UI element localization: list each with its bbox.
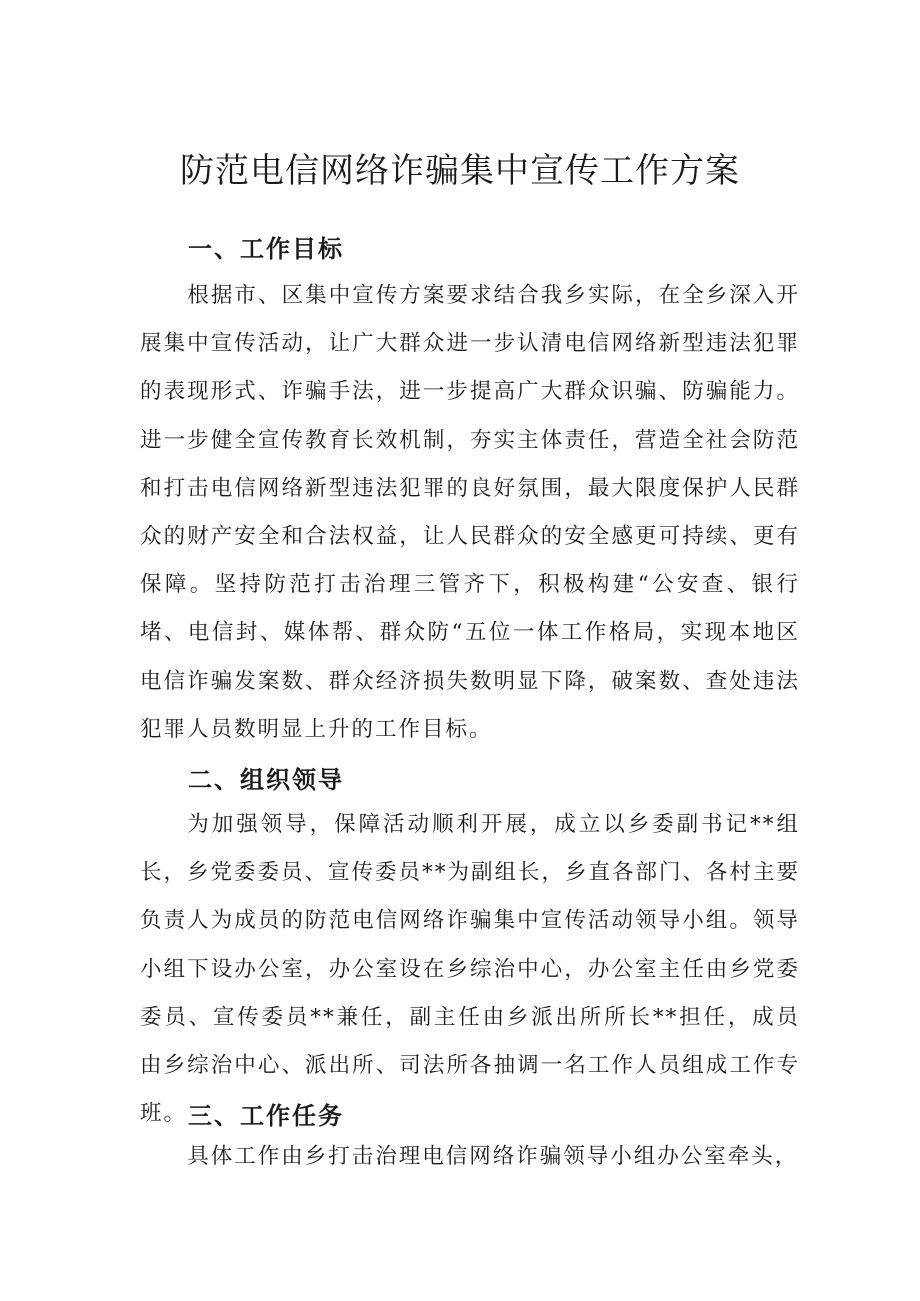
section-heading-organization: 二、组织领导 [188, 766, 344, 794]
section-body-work-goals: 根据市、区集中宣传方案要求结合我乡实际，在全乡深入开展集中宣传活动，让广大群众进一步认清电信网络新型违法犯罪的表现形式、诈骗手法，进一步提高广大群众识骗、防骗能力。进一步健全宣传教育长效机制，夯实主体责任，营造全社会防范和打击电信网络新型违法犯罪的良好氛围，最大限度保护人民群众的财产安全和合法权益，让人民群众的安全感更可持续、更有保障。坚持防范打击治理三管齐下，积极构建“公安查、银行堵、电信封、媒体帮、群众防“五位一体工作格局，实现本地区电信诈骗发案数、群众经济损失数明显下降，破案数、查处违法犯罪人员数明显上升的工作目标。 [140, 283, 800, 742]
section-heading-work-tasks: 三、工作任务 [188, 1102, 344, 1130]
section-body-work-tasks: 具体工作由乡打击治理电信网络诈骗领导小组办公室牵头， [187, 1144, 799, 1169]
section-heading-work-goals: 一、工作目标 [188, 235, 344, 263]
section-body-organization: 为加强领导，保障活动顺利开展，成立以乡委副书记**组长，乡党委委员、宣传委员**为副组长，乡直各部门、各村主要负责人为成员的防范电信网络诈骗集中宣传活动领导小组。领导小组下设办公室，办公室设在乡综治中心，办公室主任由乡党委委员、宣传委员**兼任，副主任由乡派出所所长**担任，成员由乡综治中心、派出所、司法所各抽调一名工作人员组成工作专班。 [140, 812, 801, 1127]
document-title: 防范电信网络诈骗集中宣传工作方案 [180, 151, 740, 191]
